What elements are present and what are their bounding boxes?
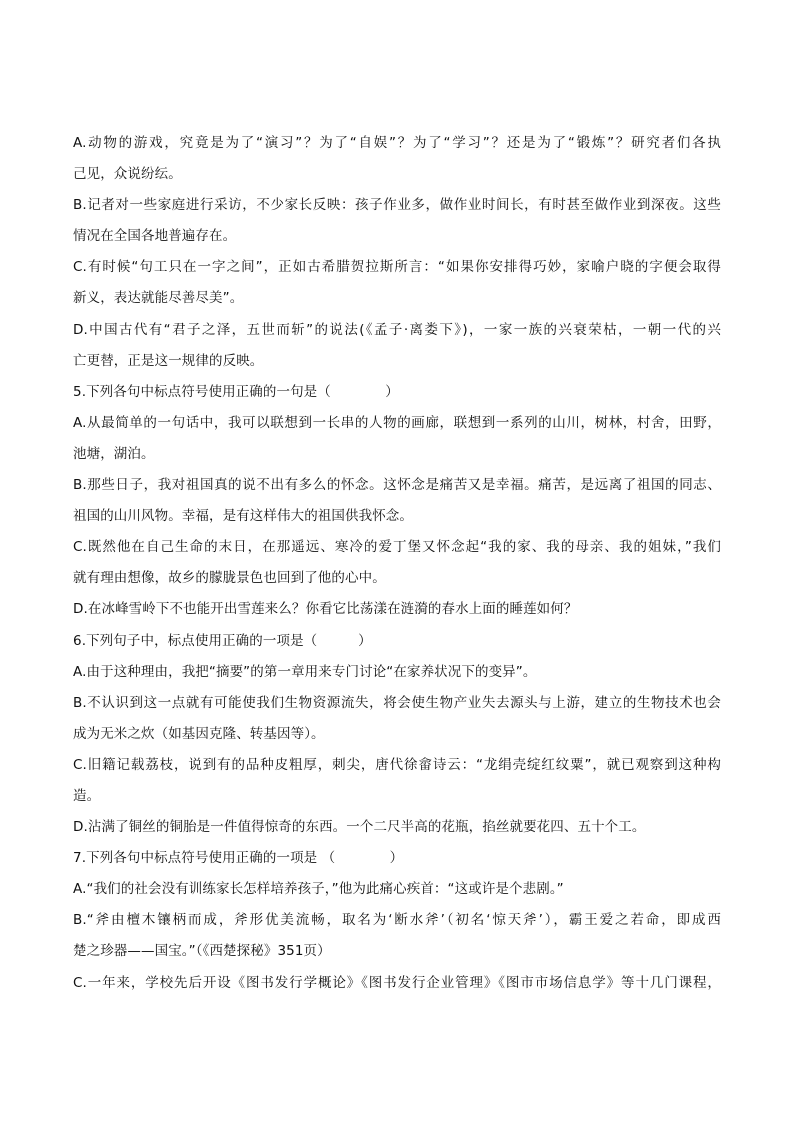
text-line: B.记者对一些家庭进行采访，不少家长反映：孩子作业多，做作业时间长，有时甚至做作业到深夜。这些 bbox=[73, 197, 721, 214]
text-line: 祖国的山川风物。幸福，是有这样伟大的祖国供我怀念。 bbox=[73, 508, 413, 525]
text-line: A.从最简单的一句话中，我可以联想到一长串的人物的画廊，联想到一系列的山川，树林，村舍，田野， bbox=[73, 414, 721, 431]
text-line: C.既然他在自己生命的末日，在那遥远、寒冷的爱丁堡又怀念起“我的家、我的母亲、我的姐妹，”我们 bbox=[73, 539, 721, 556]
text-line: B.那些日子，我对祖国真的说不出有多么的怀念。这怀念是痛苦又是幸福。痛苦，是远离了祖国的同志、 bbox=[73, 477, 721, 494]
question-title: 5.下列各句中标点符号使用正确的一句是（ ） bbox=[73, 383, 399, 400]
text-line: 亡更替，正是这一规律的反映。 bbox=[73, 352, 264, 369]
text-line: D.沾满了铜丝的铜胎是一件值得惊奇的东西。一个二尺半高的花瓶，掐丝就要花四、五十个工。 bbox=[73, 819, 646, 836]
text-line: C.旧籍记载荔枝，说到有的品种皮粗厚，刺尖，唐代徐畲诗云：“龙绢壳绽红纹粟”，就已观察到这种构 bbox=[73, 756, 721, 773]
text-line: C.有时候“句工只在一字之间”，正如古希腊贺拉斯所言：“如果你安排得巧妙，家喻户晓的字便会取得 bbox=[73, 259, 721, 276]
text-line: A.动物的游戏，究竟是为了“演习”？为了“自娱”？为了“学习”？还是为了“锻炼”？研究者们各执 bbox=[73, 135, 721, 151]
question-title: 6.下列句子中，标点使用正确的一项是（ ） bbox=[73, 632, 372, 649]
text-line: 新义，表达就能尽善尽美”。 bbox=[73, 290, 244, 307]
text-line: 成为无米之炊（如基因克隆、转基因等）。 bbox=[73, 725, 325, 742]
document-page bbox=[73, 128, 721, 999]
text-line: D.在冰峰雪岭下不也能开出雪莲来么？你看它比荡漾在涟漪的春水上面的睡莲如何？ bbox=[73, 601, 578, 618]
text-line: 池塘，湖泊。 bbox=[73, 445, 155, 462]
text-line: 情况在全国各地普遍存在。 bbox=[73, 228, 237, 245]
text-line: A.由于这种理由，我把“摘要”的第一章用来专门讨论“在家养状况下的变异”。 bbox=[73, 663, 537, 680]
text-line: B.不认识到这一点就有可能使我们生物资源流失，将会使生物产业失去源头与上游，建立的生物技术也会 bbox=[73, 694, 721, 711]
text-line: B.“斧由檀木镶柄而成，斧形优美流畅，取名为‘断水斧’（初名‘惊天斧’），霸王爱之若命，即成西 bbox=[73, 912, 721, 929]
text-line: 楚之珍器——国宝。”（《西楚探秘》351页） bbox=[73, 943, 331, 960]
text-line: 就有理由想像，故乡的朦胧景色也回到了他的心中。 bbox=[73, 570, 386, 587]
text-line: D.中国古代有“君子之泽，五世而斩”的说法(《孟子·离娄下》)，一家一族的兴衰荣枯，一朝一代的兴 bbox=[73, 321, 721, 338]
question-title: 7.下列各句中标点符号使用正确的一项是 （ ） bbox=[73, 850, 404, 867]
text-line: 造。 bbox=[73, 787, 101, 804]
text-line: A.“我们的社会没有训练家长怎样培养孩子，”他为此痛心疾首：“这或许是个悲剧。” bbox=[73, 881, 564, 898]
text-line: C.一年来，学校先后开设《图书发行学概论》《图书发行企业管理》《图市市场信息学》等十几门课程， bbox=[73, 974, 721, 991]
text-line: 己见，众说纷纭。 bbox=[73, 166, 182, 183]
